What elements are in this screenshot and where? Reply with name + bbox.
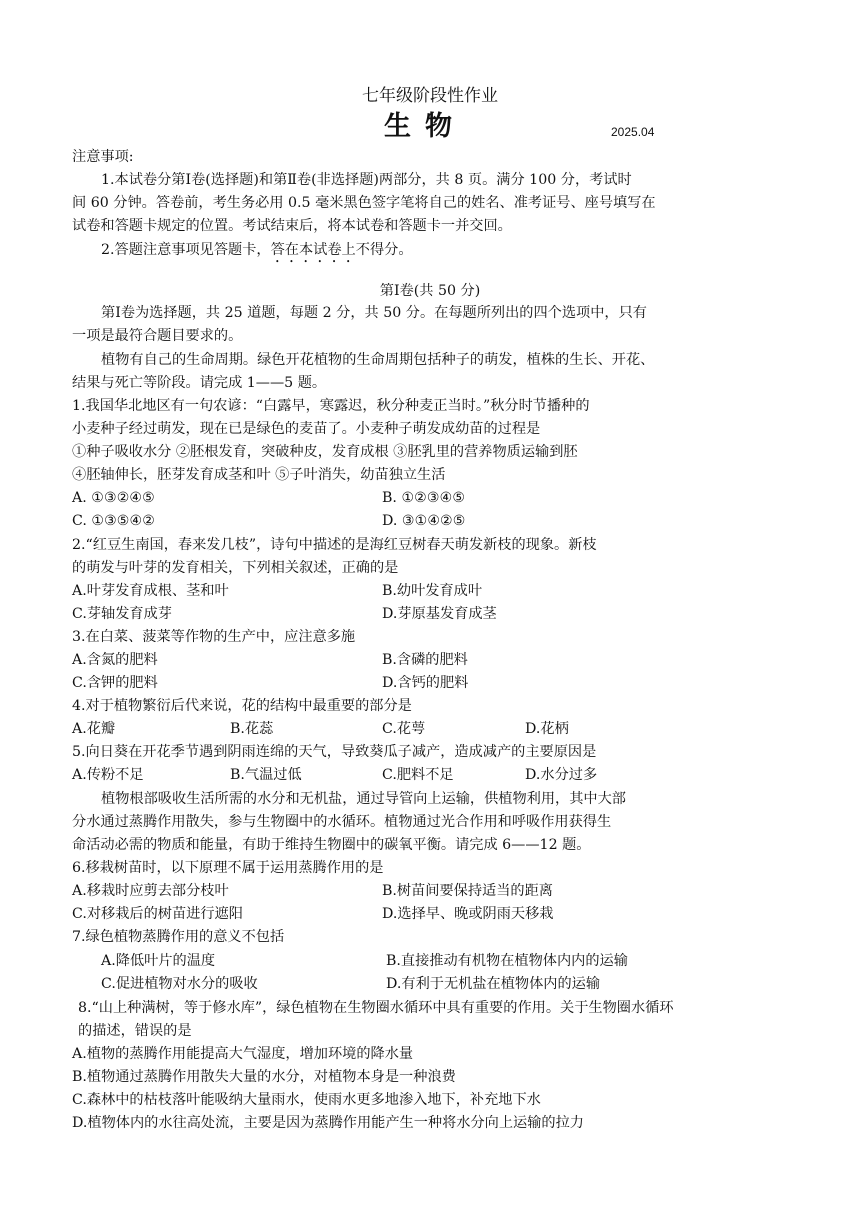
notice-line [101, 240, 413, 266]
exam-title: 七年级阶段性作业 [362, 86, 498, 106]
passage-line: 结果与死亡等阶段。请完成 1——5 题。 [72, 375, 327, 391]
notice-item2-prefix: 2.答题注意事项见答题卡， [101, 242, 271, 258]
q3-stem: 3.在白菜、菠菜等作物的生产中，应注意多施 [72, 629, 356, 645]
q1-option-a: A. ①③②④⑤ [72, 490, 155, 506]
q5-stem: 5.向日葵在开花季节遇到阴雨连绵的天气，导致葵瓜子减产，造成减产的主要原因是 [72, 744, 597, 760]
notice-item2-suffix: 不得分。 [355, 242, 413, 258]
section-title: 第Ⅰ卷(共 50 分) [379, 283, 481, 299]
notice-heading: 注意事项: [72, 149, 134, 165]
q3-option-a: A.含氮的肥料 [72, 652, 158, 668]
q2-option-c: C.芽轴发育成芽 [72, 606, 172, 622]
q6-option-a: A.移栽时应剪去部分枝叶 [72, 883, 229, 899]
q4-option-d: D.花柄 [525, 721, 569, 737]
q5-option-c: C.肥料不足 [382, 767, 454, 783]
q8-option-b: B.植物通过蒸腾作用散失大量的水分，对植物本身是一种浪费 [72, 1069, 456, 1085]
q4-stem: 4.对于植物繁衍后代来说，花的结构中最重要的部分是 [72, 698, 412, 714]
q8-option-d: D.植物体内的水往高处流，主要是因为蒸腾作用能产生一种将水分向上运输的拉力 [72, 1115, 584, 1131]
notice-line: 1.本试卷分第Ⅰ卷(选择题)和第Ⅱ卷(非选择题)两部分，共 8 页。满分 100 分，考试时 [101, 172, 632, 188]
passage-line: 命活动必需的物质和能量，有助于维持生物圈中的碳氧平衡。请完成 6——12 题。 [72, 837, 591, 853]
q3-option-b: B.含磷的肥料 [382, 652, 468, 668]
q7-stem: 7.绿色植物蒸腾作用的意义不包括 [72, 929, 285, 945]
q1-stem: 小麦种子经过萌发，现在已是绿色的麦苗了。小麦种子萌发成幼苗的过程是 [72, 421, 541, 437]
q6-option-d: D.选择早、晚或阴雨天移栽 [382, 906, 554, 922]
q2-option-d: D.芽原基发育成茎 [382, 606, 497, 622]
q7-option-a: A.降低叶片的温度 [101, 953, 216, 969]
q8-stem: 的描述，错误的是 [78, 1023, 192, 1039]
q7-option-c: C.促进植物对水分的吸收 [101, 976, 258, 992]
q5-option-d: D.水分过多 [525, 767, 598, 783]
q3-option-c: C.含钾的肥料 [72, 675, 158, 691]
q2-stem: 的萌发与叶芽的发育相关，下列相关叙述，正确的是 [72, 560, 399, 576]
exam-date: 2025.04 [611, 125, 655, 139]
q4-option-c: C.花萼 [382, 721, 426, 737]
q6-option-b: B.树苗间要保持适当的距离 [382, 883, 553, 899]
q3-option-d: D.含钙的肥料 [382, 675, 469, 691]
subject-title: 生物 [384, 111, 466, 142]
section-intro-line: 第Ⅰ卷为选择题，共 25 道题，每题 2 分，共 50 分。在每题所列出的四个选项中，只有 [101, 305, 647, 321]
notice-line: 试卷和答题卡规定的位置。考试结束后，将本试卷和答题卡一并交回。 [72, 218, 512, 234]
q1-option-c: C. ①③⑤④② [72, 513, 155, 529]
q1-stem: ④胚轴伸长，胚芽发育成茎和叶 ⑤子叶消失，幼苗独立生活 [72, 467, 446, 483]
q2-option-a: A.叶芽发育成根、茎和叶 [72, 583, 229, 599]
q5-option-b: B.气温过低 [230, 767, 302, 783]
q8-stem: 8.“山上种满树，等于修水库”，绿色植物在生物圈水循环中具有重要的作用。关于生物圈水循环 [78, 1000, 674, 1016]
section-intro-line: 一项是最符合题目要求的。 [72, 328, 243, 344]
q2-option-b: B.幼叶发育成叶 [382, 583, 483, 599]
q4-option-a: A.花瓣 [72, 721, 116, 737]
passage-line: 植物根部吸收生活所需的水分和无机盐，通过导管向上运输，供植物利用，其中大部 [101, 791, 626, 807]
q1-option-d: D. ③①④②⑤ [382, 513, 466, 529]
q7-option-b: B.直接推动有机物在植物体内内的运输 [386, 953, 628, 969]
notice-item2-emphasis: 答在本试卷上 [270, 242, 356, 258]
q4-option-b: B.花蕊 [230, 721, 274, 737]
q8-option-a: A.植物的蒸腾作用能提高大气湿度，增加环境的降水量 [72, 1046, 414, 1062]
q2-stem: 2.“红豆生南国，春来发几枝”，诗句中描述的是海红豆树春天萌发新枝的现象。新枝 [72, 537, 597, 553]
q6-stem: 6.移栽树苗时，以下原理不属于运用蒸腾作用的是 [72, 860, 384, 876]
q7-option-d: D.有利于无机盐在植物体内的运输 [386, 976, 601, 992]
q8-option-c: C.森林中的枯枝落叶能吸纳大量雨水，使雨水更多地渗入地下，补充地下水 [72, 1092, 541, 1108]
notice-line: 间 60 分钟。答卷前，考生务必用 0.5 毫米黑色签字笔将自己的姓名、准考证号、座号填写在 [72, 195, 656, 211]
q1-option-b: B. ①②③④⑤ [382, 490, 466, 506]
q5-option-a: A.传粉不足 [72, 767, 144, 783]
q6-option-c: C.对移栽后的树苗进行遮阳 [72, 906, 243, 922]
q1-stem: ①种子吸收水分 ②胚根发育，突破种皮，发育成根 ③胚乳里的营养物质运输到胚 [72, 444, 578, 460]
q1-stem: 1.我国华北地区有一句农谚：“白露早，寒露迟，秋分种麦正当时。”秋分时节播种的 [72, 398, 590, 414]
passage-line: 植物有自己的生命周期。绿色开花植物的生命周期包括种子的萌发，植株的生长、开花、 [101, 352, 655, 368]
passage-line: 分水通过蒸腾作用散失，参与生物圈中的水循环。植物通过光合作用和呼吸作用获得生 [72, 814, 612, 830]
